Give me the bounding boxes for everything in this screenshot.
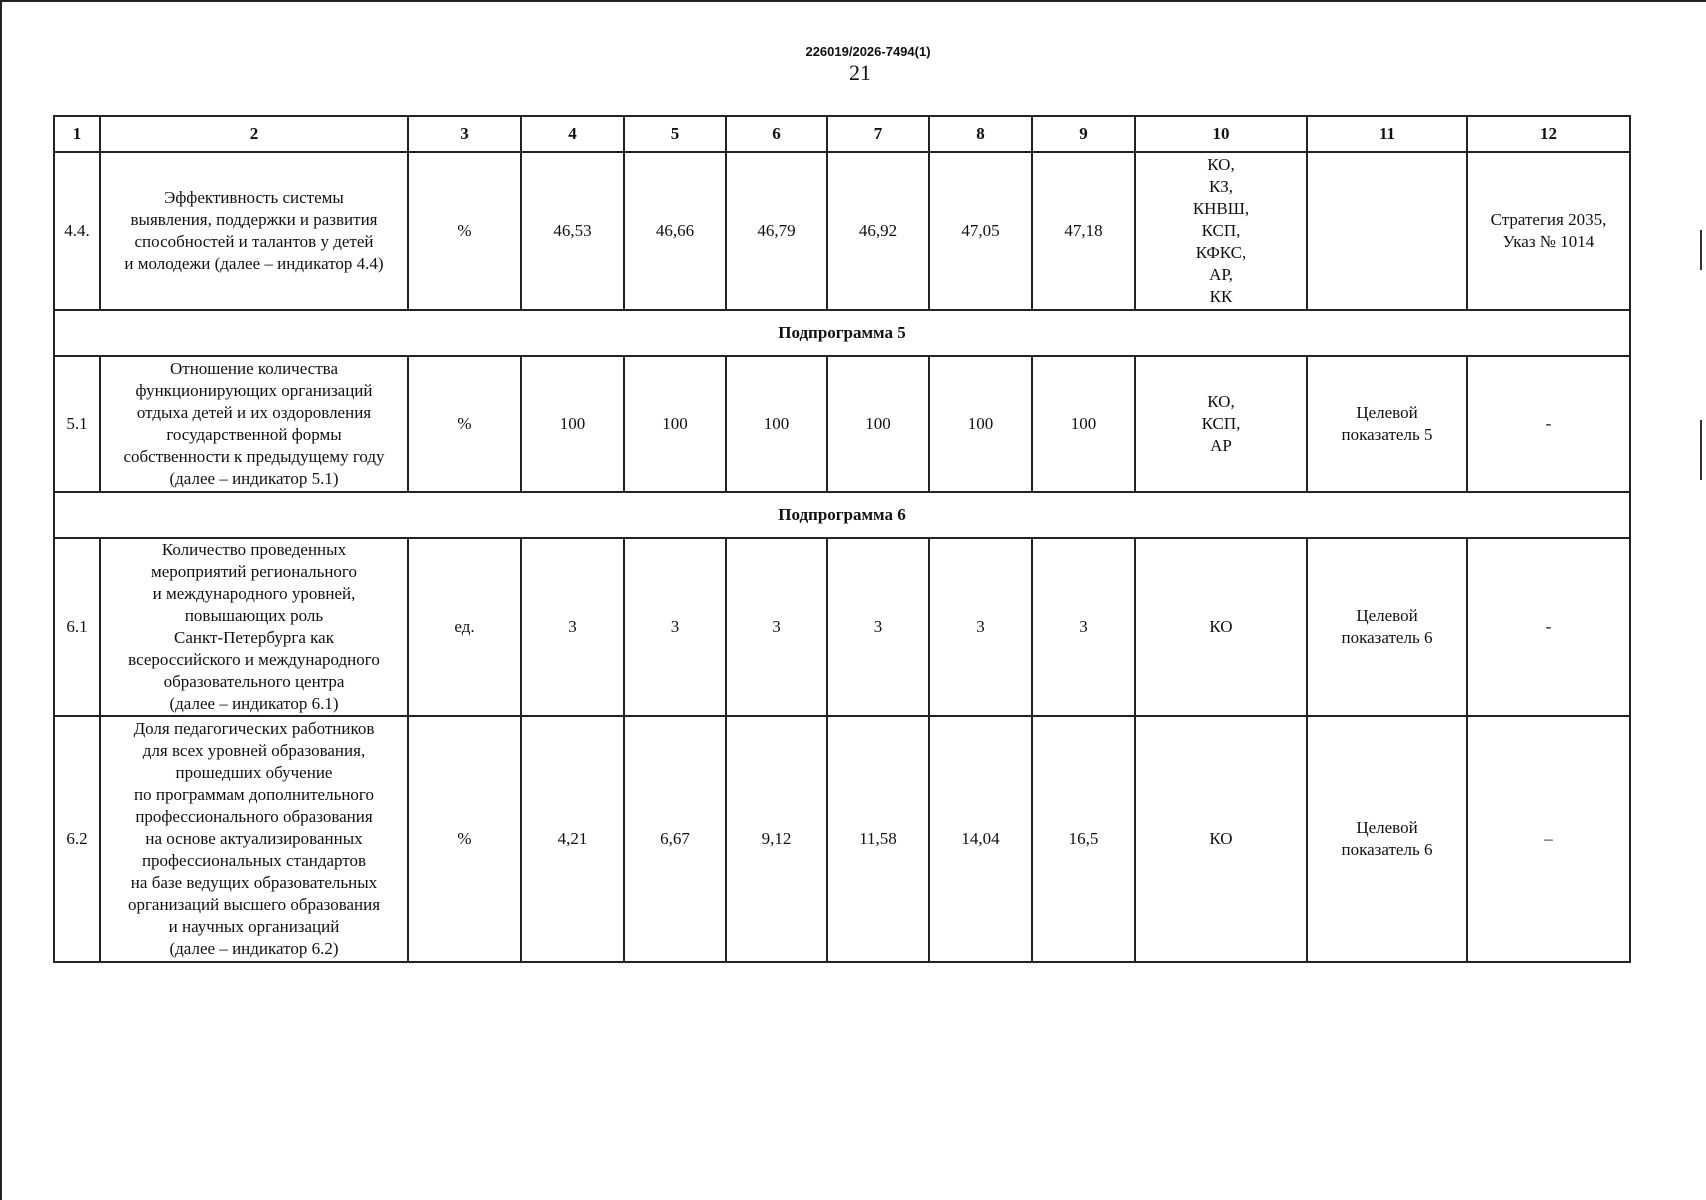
row-unit: % (408, 152, 521, 310)
row-responsible: КО (1135, 716, 1307, 962)
row-id: 5.1 (54, 356, 100, 492)
document-id: 226019/2026-7494(1) (805, 44, 931, 59)
scan-edge-mark (1700, 420, 1702, 480)
section-title: Подпрограмма 6 (54, 492, 1630, 538)
row-value: 46,92 (827, 152, 929, 310)
col-header: 7 (827, 116, 929, 152)
table-row (54, 152, 1630, 310)
col-header: 10 (1135, 116, 1307, 152)
col-header: 11 (1307, 116, 1467, 152)
row-description: Количество проведенных мероприятий регионального и международного уровней, повышающих роль Санкт-Петербурга как всероссийского и международного образовательного центра (далее – индикатор 6.1) (100, 538, 408, 716)
row-id: 4.4. (54, 152, 100, 310)
table-row (54, 716, 1630, 962)
col-header: 5 (624, 116, 726, 152)
col-header: 2 (100, 116, 408, 152)
scan-edge-mark (1700, 230, 1702, 270)
row-responsible: КО, КЗ, КНВШ, КСП, КФКС, АР, КК (1135, 152, 1307, 310)
row-unit: ед. (408, 538, 521, 716)
col-header: 4 (521, 116, 624, 152)
row-value: 14,04 (929, 716, 1032, 962)
row-value: 46,66 (624, 152, 726, 310)
col-header: 1 (54, 116, 100, 152)
row-value: 3 (521, 538, 624, 716)
row-value: 4,21 (521, 716, 624, 962)
row-target (1307, 152, 1467, 310)
page-number: 21 (849, 60, 871, 85)
section-row (54, 310, 1630, 356)
row-value: 100 (929, 356, 1032, 492)
row-value: 47,05 (929, 152, 1032, 310)
row-unit: % (408, 356, 521, 492)
row-value: 100 (1032, 356, 1135, 492)
table-row (54, 538, 1630, 716)
row-value: 46,79 (726, 152, 827, 310)
row-basis: - (1467, 538, 1630, 716)
row-description: Доля педагогических работников для всех уровней образования, прошедших обучение по программам дополнительного профессионального образования на основе актуализированных профессиональных стандартов на базе ведущих образовательных организаций высшего образования и научных организаций (далее – индикатор 6.2) (100, 716, 408, 962)
header-row (54, 116, 1630, 152)
row-value: 3 (827, 538, 929, 716)
row-basis: – (1467, 716, 1630, 962)
indicators-table (53, 115, 1631, 963)
row-basis: - (1467, 356, 1630, 492)
row-value: 11,58 (827, 716, 929, 962)
row-value: 47,18 (1032, 152, 1135, 310)
col-header: 3 (408, 116, 521, 152)
row-value: 3 (726, 538, 827, 716)
section-title: Подпрограмма 5 (54, 310, 1630, 356)
row-unit: % (408, 716, 521, 962)
row-responsible: КО (1135, 538, 1307, 716)
table-row (54, 356, 1630, 492)
row-target: Целевой показатель 5 (1307, 356, 1467, 492)
row-target: Целевой показатель 6 (1307, 716, 1467, 962)
row-value: 100 (624, 356, 726, 492)
row-value: 6,67 (624, 716, 726, 962)
row-value: 100 (521, 356, 624, 492)
col-header: 12 (1467, 116, 1630, 152)
row-basis: Стратегия 2035, Указ № 1014 (1467, 152, 1630, 310)
row-id: 6.2 (54, 716, 100, 962)
col-header: 6 (726, 116, 827, 152)
col-header: 8 (929, 116, 1032, 152)
row-value: 46,53 (521, 152, 624, 310)
row-description: Отношение количества функционирующих организаций отдыха детей и их оздоровления государственной формы собственности к предыдущему году (далее – индикатор 5.1) (100, 356, 408, 492)
row-target: Целевой показатель 6 (1307, 538, 1467, 716)
row-value: 3 (624, 538, 726, 716)
row-responsible: КО, КСП, АР (1135, 356, 1307, 492)
section-row (54, 492, 1630, 538)
row-value: 100 (726, 356, 827, 492)
row-value: 9,12 (726, 716, 827, 962)
row-value: 16,5 (1032, 716, 1135, 962)
row-value: 100 (827, 356, 929, 492)
row-value: 3 (929, 538, 1032, 716)
row-description: Эффективность системы выявления, поддержки и развития способностей и талантов у детей и молодежи (далее – индикатор 4.4) (100, 152, 408, 310)
row-id: 6.1 (54, 538, 100, 716)
col-header: 9 (1032, 116, 1135, 152)
row-value: 3 (1032, 538, 1135, 716)
